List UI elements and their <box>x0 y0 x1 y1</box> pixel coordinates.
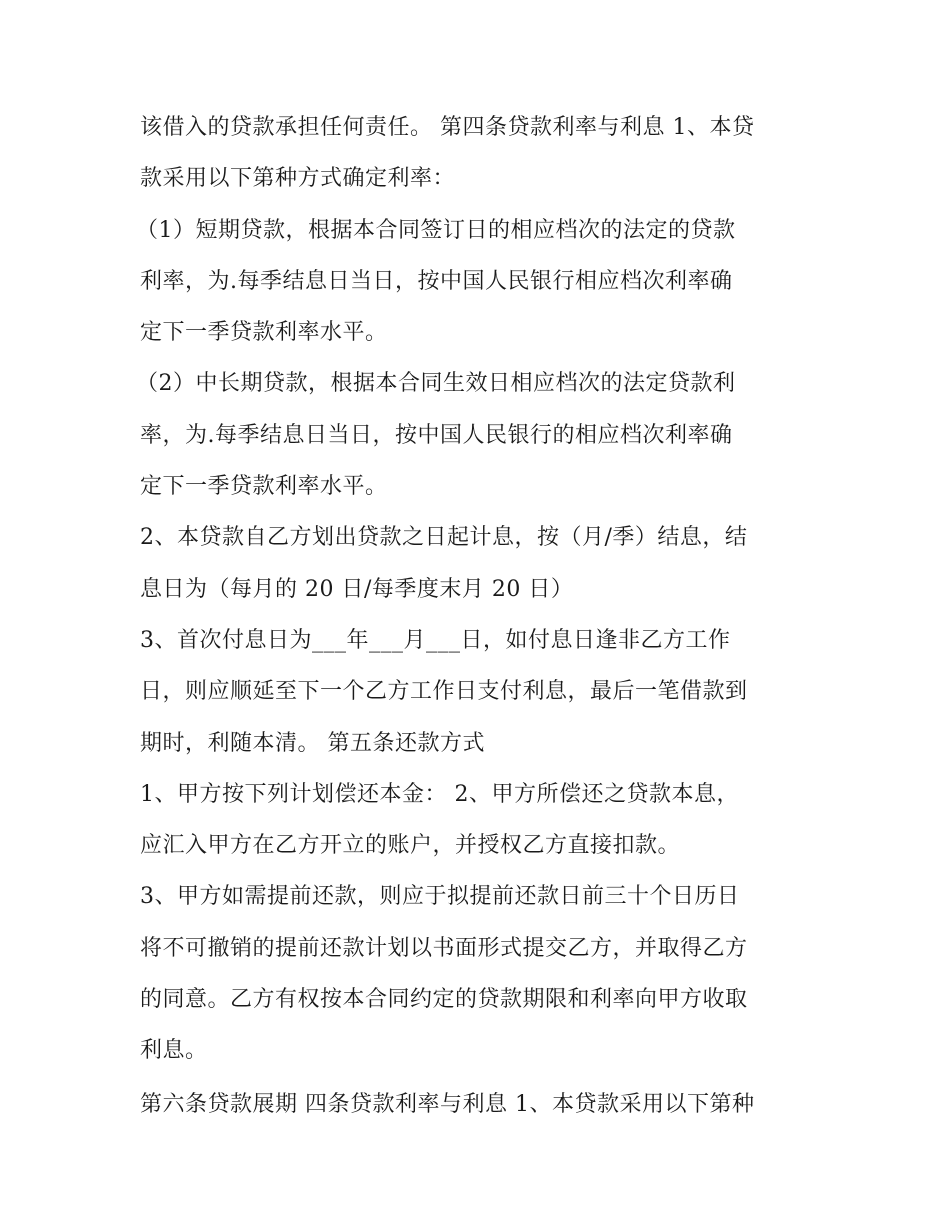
text-line: 1、甲方按下列计划偿还本金： 2、甲方所偿还之贷款本息， <box>140 781 739 807</box>
text-line: 3、首次付息日为___年___月___日，如付息日逢非乙方工作 <box>140 627 731 653</box>
text-line: 率，为.每季结息日当日，按中国人民银行的相应档次利率确 <box>140 422 733 448</box>
text-line: （1）短期贷款，根据本合同签订日的相应档次的法定的贷款 <box>136 217 736 243</box>
text-line: 第六条贷款展期 四条贷款利率与利息 1、本贷款采用以下第种 <box>140 1091 755 1117</box>
text-line: 该借入的贷款承担任何责任。 第四条贷款利率与利息 1、本贷 <box>140 115 755 140</box>
text-line: 息日为（每月的 20 日/每季度末月 20 日） <box>140 576 574 602</box>
text-line: 定下一季贷款利率水平。 <box>140 474 388 500</box>
text-line: 将不可撤销的提前还款计划以书面形式提交乙方，并取得乙方 <box>140 935 748 961</box>
contract-body-text <box>136 102 820 1130</box>
text-line: 2、本贷款自乙方划出贷款之日起计息，按（月/季）结息，结 <box>140 525 748 551</box>
text-line: 的同意。乙方有权按本合同约定的贷款期限和利率向甲方收取 <box>140 987 748 1013</box>
text-line: 日，则应顺延至下一个乙方工作日支付利息，最后一笔借款到 <box>140 679 748 705</box>
text-line: 应汇入甲方在乙方开立的账户，并授权乙方直接扣款。 <box>140 833 681 859</box>
text-line: 期时，利随本清。 第五条还款方式 <box>140 730 485 756</box>
text-line: （2）中长期贷款，根据本合同生效日相应档次的法定贷款利 <box>136 371 736 397</box>
text-line: 利率，为.每季结息日当日，按中国人民银行相应档次利率确 <box>140 268 733 294</box>
text-line: 定下一季贷款利率水平。 <box>140 320 388 346</box>
text-line: 利息。 <box>140 1038 208 1064</box>
text-line: 款采用以下第种方式确定利率： <box>140 166 456 192</box>
text-line: 3、甲方如需提前还款，则应于拟提前还款日前三十个日历日 <box>140 884 740 910</box>
